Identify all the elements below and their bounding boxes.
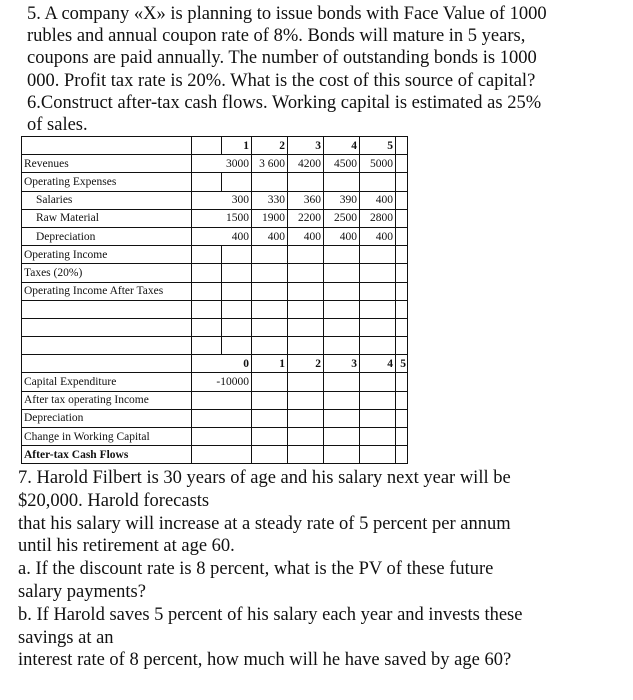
table-row	[22, 173, 408, 191]
text-line: 7. Harold Filbert is 30 years of age and his salary next year will be	[18, 468, 511, 488]
table-row	[22, 246, 408, 264]
table-cell: 330	[252, 191, 288, 209]
table-row	[22, 409, 408, 427]
text-line: of sales.	[27, 115, 88, 136]
table-header-row	[22, 137, 408, 155]
row-label: Raw Material	[22, 209, 192, 227]
year-header: 5	[396, 355, 408, 373]
year-header: 2	[288, 355, 324, 373]
table-cell: 390	[324, 191, 360, 209]
year-header: 1	[252, 355, 288, 373]
text-line: until his retirement at age 60.	[18, 536, 235, 557]
table-row	[22, 391, 408, 409]
row-label: Operating Income	[22, 246, 192, 264]
row-label: Operating Income After Taxes	[22, 282, 192, 300]
table-cell: 360	[288, 191, 324, 209]
year-header: 4	[324, 137, 360, 155]
row-label: Revenues	[22, 155, 192, 173]
table-cell: 2200	[288, 209, 324, 227]
text-line: rubles and annual coupon rate of 8%. Bonds will mature in 5 years,	[27, 26, 526, 47]
table-cell: -10000	[192, 373, 252, 391]
text-line: b. If Harold saves 5 percent of his salary each year and invests these	[18, 604, 523, 625]
question-7-text	[18, 467, 628, 672]
table-cell: 400	[288, 227, 324, 245]
table-cell: 400	[360, 191, 396, 209]
table-row	[22, 300, 408, 318]
table-cell: 1900	[252, 209, 288, 227]
question-5-text	[27, 3, 617, 136]
table-row	[22, 373, 408, 391]
text-line: interest rate of 8 percent, how much will he have saved by age 60?	[18, 650, 512, 671]
table-header-row	[22, 355, 408, 373]
row-label: Depreciation	[22, 227, 192, 245]
year-header: 5	[360, 137, 396, 155]
table-row	[22, 446, 408, 464]
table-row	[22, 155, 408, 173]
year-header: 2	[252, 137, 288, 155]
table-cell: 2800	[360, 209, 396, 227]
text-line: $20,000. Harold forecasts	[18, 490, 210, 511]
row-label: Taxes (20%)	[22, 264, 192, 282]
table-cell: 1500	[192, 209, 252, 227]
text-line: that his salary will increase at a steady rate of 5 percent per annum	[18, 513, 511, 534]
table-cell: 300	[192, 191, 252, 209]
text-line: 6.Construct after-tax cash flows. Working capital is estimated as 25%	[27, 92, 542, 113]
cash-flow-table	[21, 336, 408, 464]
text-line: a. If the discount rate is 8 percent, what is the PV of these future	[18, 559, 494, 580]
table-cell: 5000	[360, 155, 396, 173]
table-cell: 400	[252, 227, 288, 245]
table-cell: 3000	[192, 155, 252, 173]
table-cell: 400	[324, 227, 360, 245]
text-line: salary payments?	[18, 581, 146, 602]
text-line: coupons are paid annually. The number of outstanding bonds is 1000	[27, 48, 537, 69]
table-cell: 3 600	[252, 155, 288, 173]
table-cell: 4200	[288, 155, 324, 173]
table-row	[22, 264, 408, 282]
table-row	[22, 337, 408, 355]
text-line: 000. Profit tax rate is 20%. What is the cost of this source of capital?	[27, 70, 536, 91]
row-label: Change in Working Capital	[22, 427, 192, 445]
table-row	[22, 318, 408, 336]
year-header: 0	[192, 355, 252, 373]
year-header: 1	[222, 137, 252, 155]
table-row	[22, 191, 408, 209]
table-row	[22, 209, 408, 227]
row-label: Capital Expenditure	[22, 373, 192, 391]
row-label: Salaries	[22, 191, 192, 209]
year-header: 3	[288, 137, 324, 155]
operating-income-table	[21, 136, 408, 337]
table-cell: 4500	[324, 155, 360, 173]
table-row	[22, 282, 408, 300]
table-cell: 400	[360, 227, 396, 245]
year-header: 4	[360, 355, 396, 373]
text-line: 5. A company «X» is planning to issue bonds with Face Value of 1000	[27, 4, 547, 24]
table-cell: 2500	[324, 209, 360, 227]
table-cell: 400	[192, 227, 252, 245]
year-header: 3	[324, 355, 360, 373]
table-row	[22, 227, 408, 245]
row-label: Operating Expenses	[22, 173, 192, 191]
row-label: After-tax Cash Flows	[22, 446, 192, 464]
text-line: savings at an	[18, 627, 114, 648]
table-row	[22, 427, 408, 445]
row-label: Depreciation	[22, 409, 192, 427]
row-label: After tax operating Income	[22, 391, 192, 409]
